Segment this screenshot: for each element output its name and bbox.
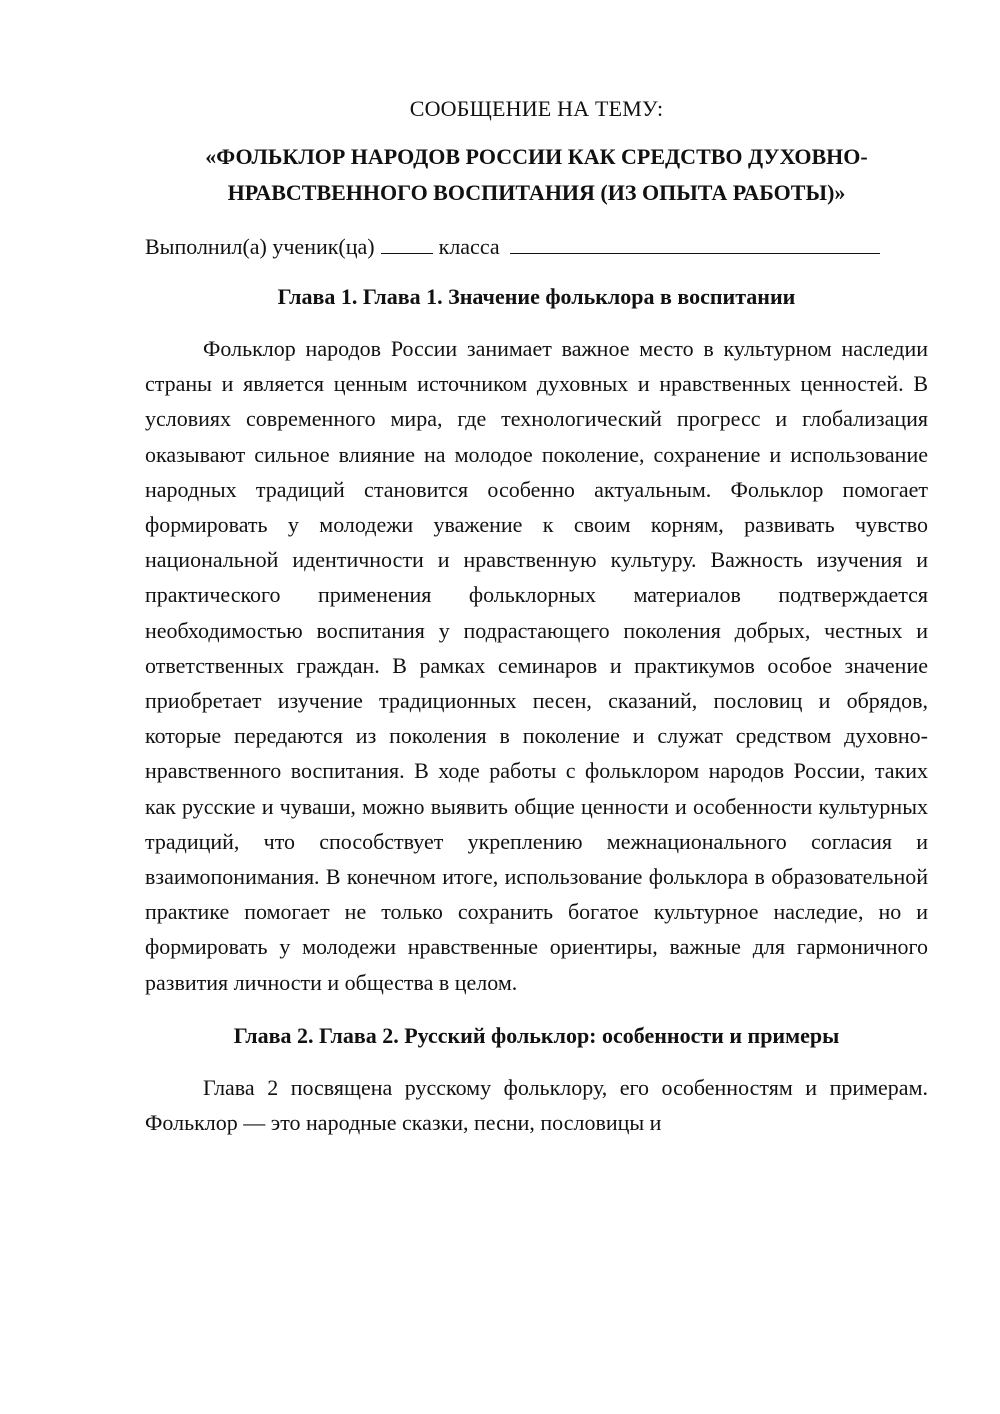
author-line — [145, 231, 928, 263]
class-number-blank — [381, 233, 433, 254]
chapter-1-paragraph: Фольклор народов России занимает важное место в культурном наследии страны и является ценным источником духовных и нравственных ценностей. В условиях современного мира, где технологический прогресс и глобализация оказывают сильное влияние на молодое поколение, сохранение и использование народных традиций становится особенно актуальным. Фольклор помогает формировать у молодежи уважение к своим корням, развивать чувство национальной идентичности и нравственную культуру. Важность изучения и практического применения фольклорных материалов подтверждается необходимостью воспитания у подрастающего поколения добрых, честных и ответственных граждан. В рамках семинаров и практикумов особое значение приобретает изучение традиционных песен, сказаний, пословиц и обрядов, которые передаются из поколения в поколение и служат средством духовно-нравственного воспитания. В ходе работы с фольклором народов России, таких как русские и чуваши, можно выявить общие ценности и особенности культурных традиций, что способствует укреплению межнационального согласия и взаимопонимания. В конечном итоге, использование фольклора в образовательной практике помогает не только сохранить богатое культурное наследие, но и формировать у молодежи нравственные ориентиры, важные для гармоничного развития личности и общества в целом. — [145, 336, 928, 995]
performed-by-label: Выполнил(а) ученик(ца) — [145, 234, 375, 259]
class-word-label: класса — [438, 234, 500, 259]
chapter-1-heading: Глава 1. Глава 1. Значение фольклора в воспитании — [277, 284, 796, 309]
chapter-2-heading: Глава 2. Глава 2. Русский фольклор: особенности и примеры — [233, 1022, 840, 1048]
document-page — [145, 93, 928, 1160]
student-name-blank — [510, 233, 880, 254]
document-title: «ФОЛЬКЛОР НАРОДОВ РОССИИ КАК СРЕДСТВО ДУХОВНО-НРАВСТВЕННОГО ВОСПИТАНИЯ (ИЗ ОПЫТА РАБОТЫ)» — [205, 144, 868, 205]
document-kind: СООБЩЕНИЕ НА ТЕМУ: — [409, 96, 664, 121]
chapter-2-paragraph: Глава 2 посвящена русскому фольклору, его особенностям и примерам. Фольклор — это народные сказки, песни, пословицы и — [145, 1074, 928, 1136]
